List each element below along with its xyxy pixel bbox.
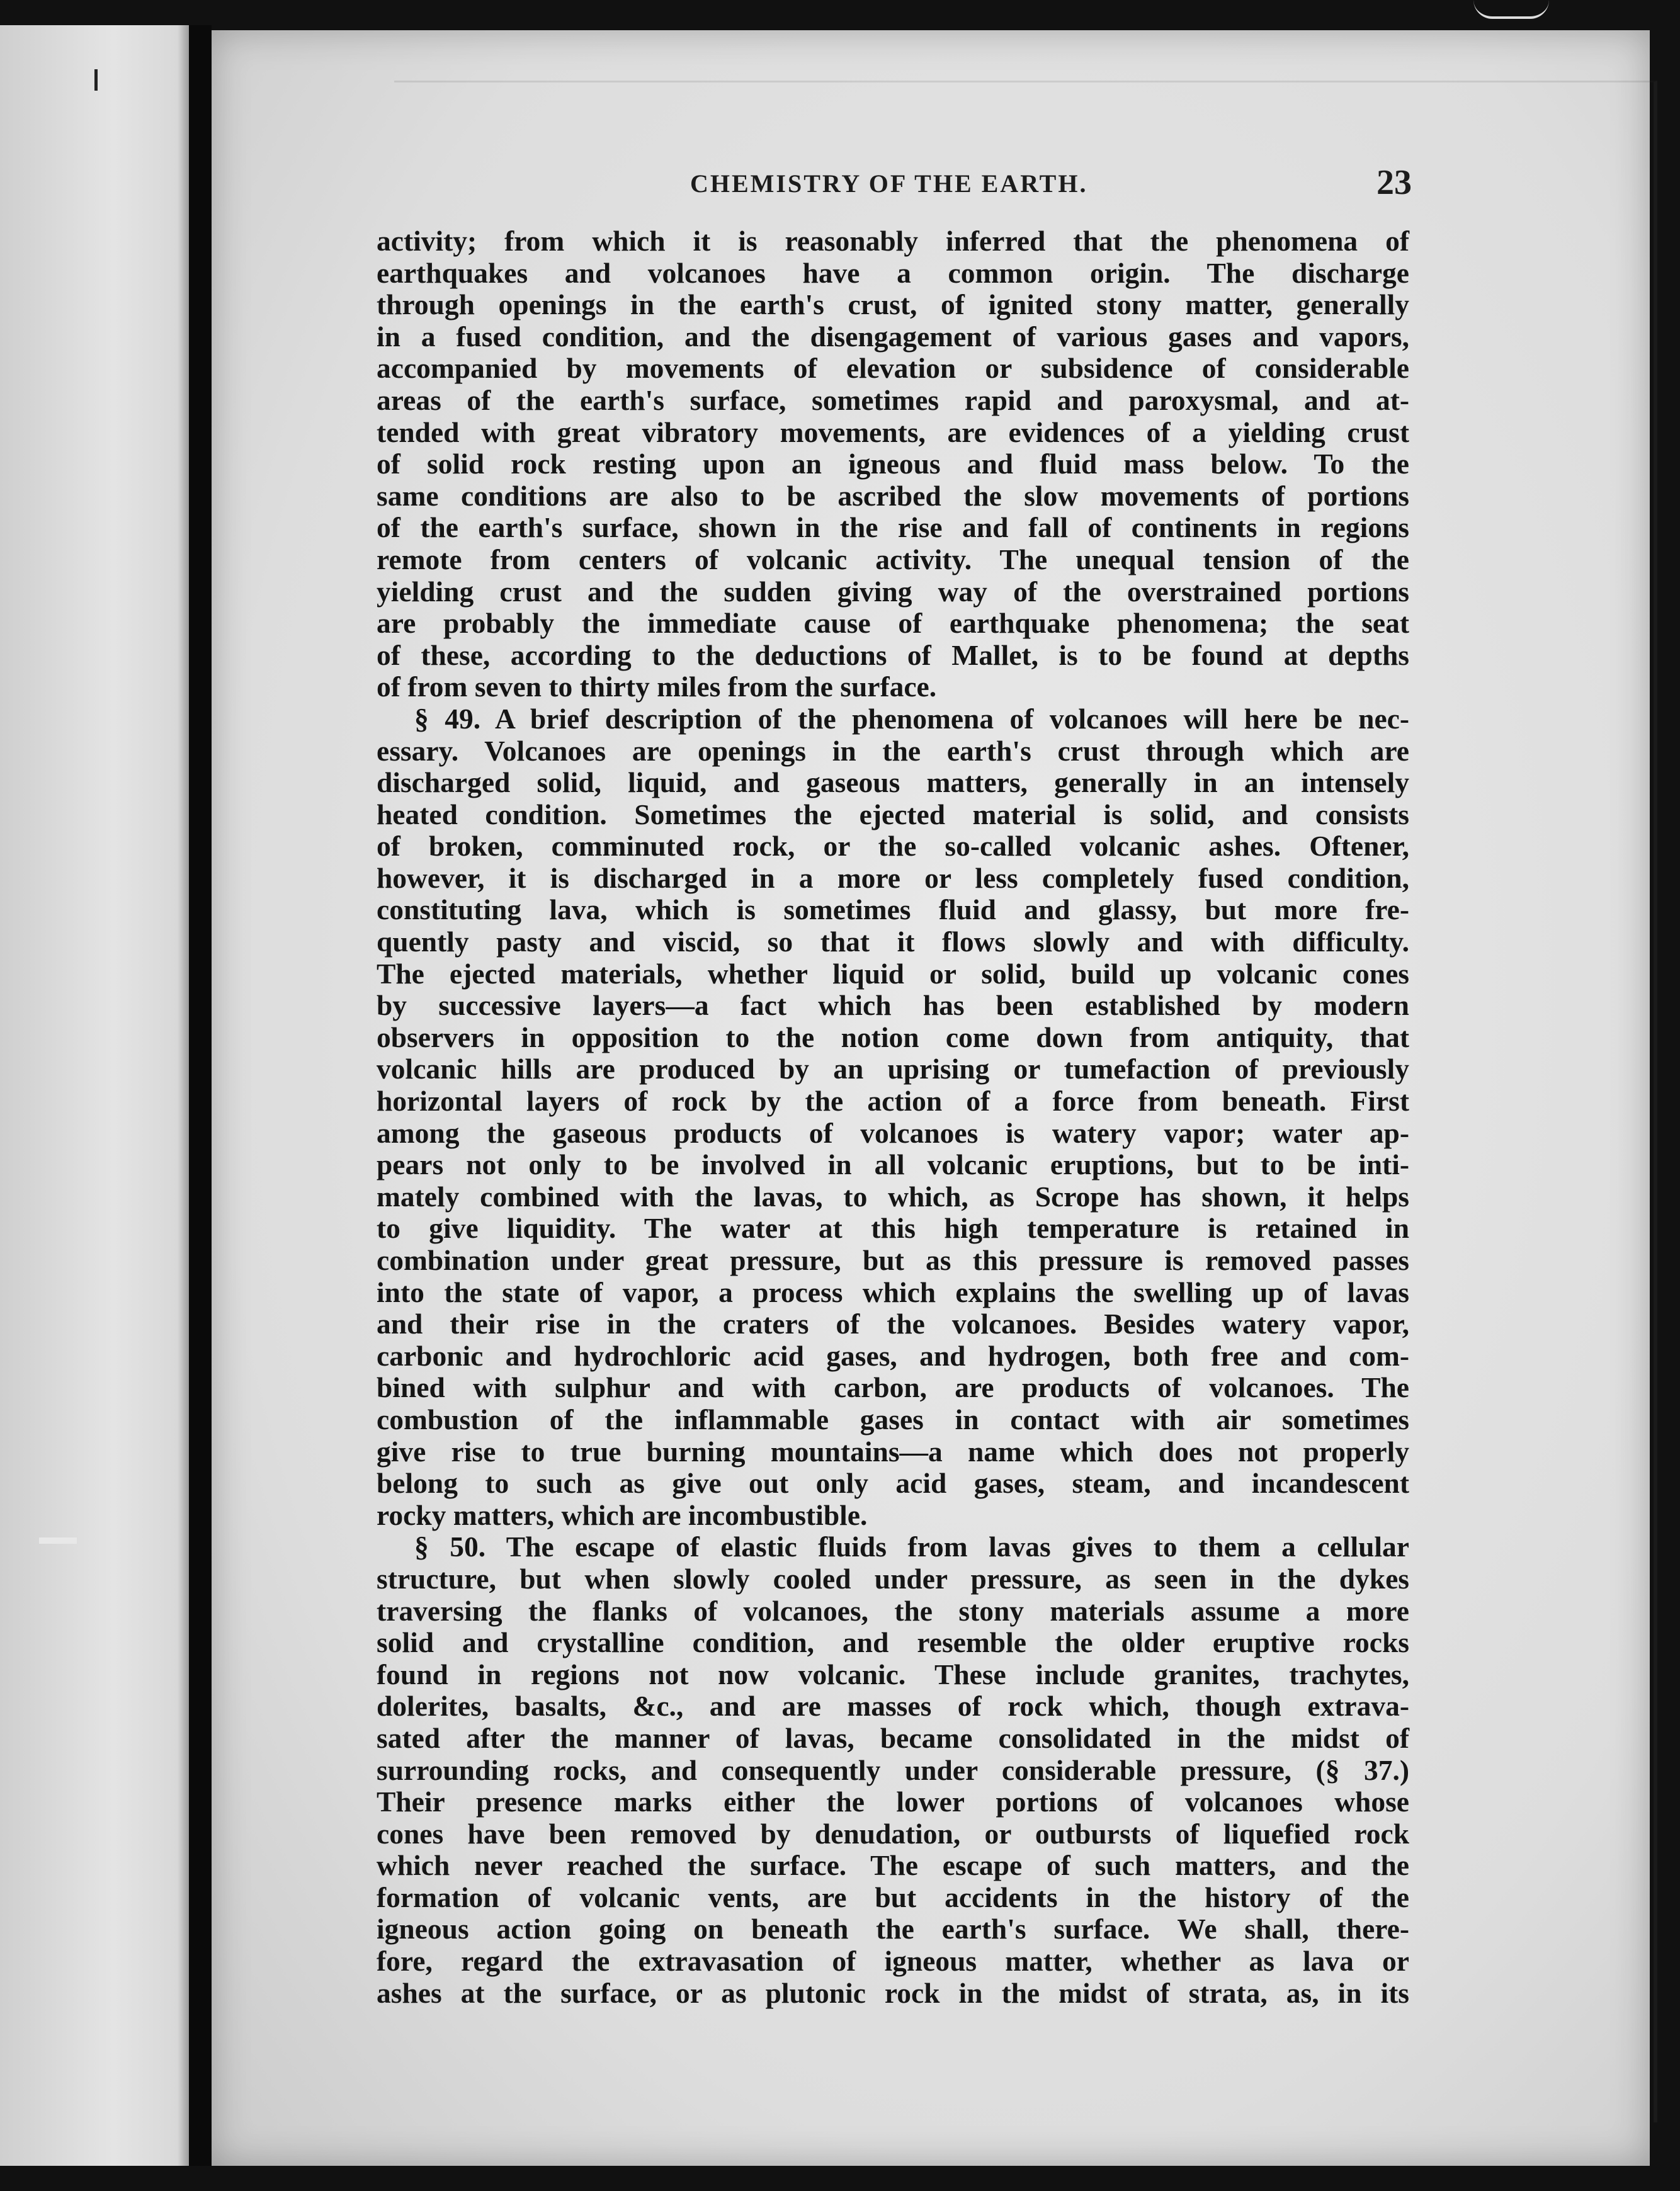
text-line: through openings in the earth's crust, of ignited stony matter, generally xyxy=(377,288,1409,321)
text-line: heated condition. Sometimes the ejected material is solid, and consists xyxy=(377,798,1409,830)
text-line: structure, but when slowly cooled under pressure, as seen in the dykes xyxy=(377,1562,1409,1595)
text-line: of these, according to the deductions of Mallet, is to be found at depths xyxy=(377,638,1409,671)
text-line: sated after the manner of lavas, became consolidated in the midst of xyxy=(377,1721,1409,1754)
text-line: which never reached the surface. The escape of such matters, and the xyxy=(377,1849,1409,1882)
book-page xyxy=(212,30,1650,2166)
text-line: mately combined with the lavas, to which, as Scrope has shown, it helps xyxy=(377,1180,1409,1213)
text-line: in a fused condition, and the disengagement of various gases and vapors, xyxy=(377,320,1409,353)
text-line: cones have been removed by denudation, or outbursts of liquefied rock xyxy=(377,1817,1409,1850)
text-line: discharged solid, liquid, and gaseous matters, generally in an intensely xyxy=(377,766,1409,799)
text-line: essary. Volcanoes are openings in the earth's crust through which are xyxy=(377,734,1409,767)
scan-speck xyxy=(94,69,98,91)
text-line: combination under great pressure, but as this pressure is removed passes xyxy=(377,1244,1409,1276)
text-line: areas of the earth's surface, sometimes rapid and paroxysmal, and at- xyxy=(377,383,1409,416)
text-line: by successive layers—a fact which has been established by modern xyxy=(377,989,1409,1022)
text-line: Their presence marks either the lower portions of volcanoes whose xyxy=(377,1786,1409,1818)
text-line: yielding crust and the sudden giving way of the overstrained portions xyxy=(377,575,1409,608)
text-line: fore, regard the extravasation of igneous matter, whether as lava or xyxy=(377,1945,1409,1978)
text-line: traversing the flanks of volcanoes, the stony materials assume a more xyxy=(377,1594,1409,1627)
text-line: among the gaseous products of volcanoes is watery vapor; water ap- xyxy=(377,1116,1409,1149)
scan-speck xyxy=(39,1537,77,1544)
page-header xyxy=(212,162,1650,213)
text-line: volcanic hills are produced by an uprising or tumefaction of previously xyxy=(377,1053,1409,1085)
text-line: of broken, comminuted rock, or the so-called volcanic ashes. Oftener, xyxy=(377,830,1409,863)
paragraph-start-line: § 50. The escape of elastic fluids from lavas gives to them a cellular xyxy=(414,1531,1409,1563)
text-line: constituting lava, which is sometimes fluid and glassy, but more fre- xyxy=(377,893,1409,926)
text-line: pears not only to be involved in all volcanic eruptions, but to be inti- xyxy=(377,1148,1409,1181)
text-line: remote from centers of volcanic activity. The unequal tension of the xyxy=(377,543,1409,575)
text-line: quently pasty and viscid, so that it flows slowly and with difficulty. xyxy=(377,926,1409,958)
text-line: ashes at the surface, or as plutonic rock in the midst of strata, as, in its xyxy=(377,1976,1409,2009)
text-line: tended with great vibratory movements, are evidences of a yielding crust xyxy=(377,416,1409,448)
text-line: found in regions not now volcanic. These include granites, trachytes, xyxy=(377,1658,1409,1690)
facing-page-edge xyxy=(0,25,189,2166)
text-line: to give liquidity. The water at this high temperature is retained in xyxy=(377,1212,1409,1245)
text-line: carbonic and hydrochloric acid gases, and hydrogen, both free and com- xyxy=(377,1339,1409,1372)
text-line: combustion of the inflammable gases in contact with air sometimes xyxy=(377,1403,1409,1435)
text-line: of solid rock resting upon an igneous and fluid mass below. To the xyxy=(377,448,1409,480)
text-line: accompanied by movements of elevation or subsidence of considerable xyxy=(377,352,1409,385)
text-line: and their rise in the craters of the volcanoes. Besides watery vapor, xyxy=(377,1308,1409,1340)
text-line: surrounding rocks, and consequently under considerable pressure, (§ 37.) xyxy=(377,1753,1409,1786)
paragraph-start-line: § 49. A brief description of the phenomena of volcanoes will here be nec- xyxy=(414,702,1409,735)
text-line: bined with sulphur and with carbon, are products of volcanoes. The xyxy=(377,1371,1409,1404)
text-line: of the earth's surface, shown in the rise and fall of continents in regions xyxy=(377,511,1409,544)
body-text xyxy=(377,225,1409,2009)
text-line: formation of volcanic vents, are but accidents in the history of the xyxy=(377,1881,1409,1913)
running-head: CHEMISTRY OF THE EARTH. xyxy=(690,169,1088,198)
text-line: dolerites, basalts, &c., and are masses of rock which, though extrava- xyxy=(377,1690,1409,1723)
text-line: earthquakes and volcanoes have a common origin. The discharge xyxy=(377,256,1409,289)
text-line: rocky matters, which are incombustible. xyxy=(377,1498,868,1531)
text-line: solid and crystalline condition, and resemble the older eruptive rocks xyxy=(377,1626,1409,1659)
text-line: The ejected materials, whether liquid or solid, build up volcanic cones xyxy=(377,957,1409,990)
scan-corner-mark xyxy=(1473,0,1549,19)
text-line: same conditions are also to be ascribed the slow movements of portions xyxy=(377,479,1409,512)
text-line: observers in opposition to the notion come down from antiquity, that xyxy=(377,1021,1409,1053)
text-line: belong to such as give out only acid gases, steam, and incandescent xyxy=(377,1467,1409,1500)
text-line: igneous action going on beneath the earth's surface. We shall, there- xyxy=(377,1913,1409,1945)
text-line: horizontal layers of rock by the action of a force from beneath. First xyxy=(377,1085,1409,1118)
text-line: however, it is discharged in a more or less completely fused condition, xyxy=(377,861,1409,894)
text-line: are probably the immediate cause of earthquake phenomena; the seat xyxy=(377,607,1409,640)
text-line: into the state of vapor, a process which explains the swelling up of lavas xyxy=(377,1276,1409,1308)
book-binding xyxy=(189,25,212,2166)
text-line: give rise to true burning mountains—a name which does not properly xyxy=(377,1435,1409,1468)
text-line: of from seven to thirty miles from the surface. xyxy=(377,671,937,703)
text-line: activity; from which it is reasonably inferred that the phenomena of xyxy=(377,225,1409,257)
page-number: 23 xyxy=(1376,163,1412,202)
